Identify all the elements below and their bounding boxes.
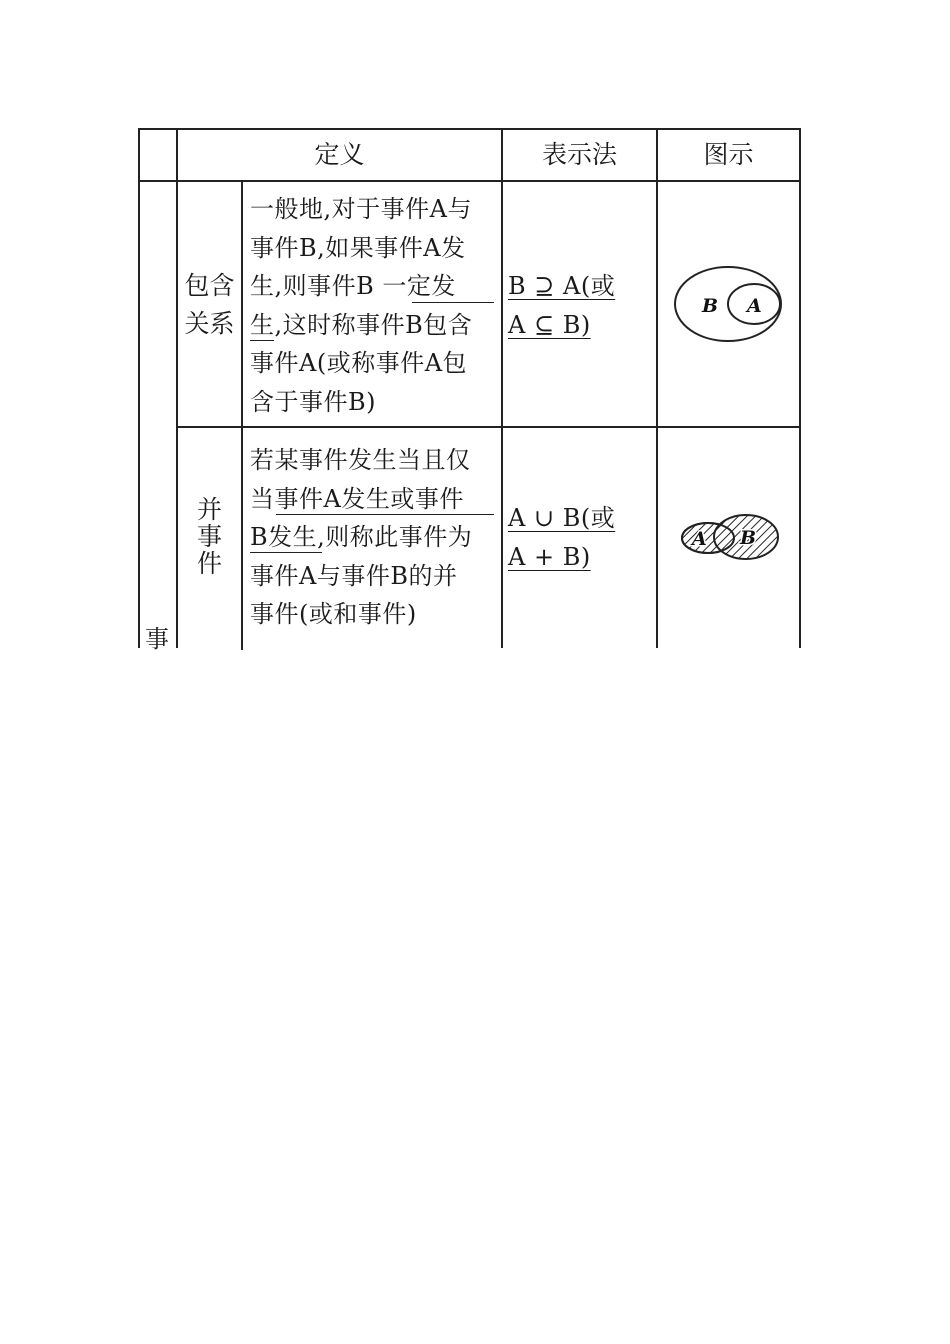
set-label-b: B	[702, 295, 719, 317]
definition-line: 含于事件B)	[250, 387, 376, 416]
inclusion-venn-diagram	[670, 262, 788, 346]
row-name-union	[178, 496, 241, 577]
definition-line: B发生,则称此事件为	[250, 523, 473, 551]
row-name-line: 件	[196, 549, 222, 578]
row-name-inclusion	[178, 267, 241, 343]
notation-line: A ⊆ B)	[508, 310, 591, 339]
emphasis-underline	[412, 302, 494, 303]
events-relationship-table	[0, 0, 950, 653]
notation-line: B ⊇ A(或	[508, 272, 616, 300]
row-name-line: 关系	[184, 309, 235, 338]
name-column-border	[241, 180, 243, 650]
definition-line: 若某事件发生当且仅	[250, 446, 471, 474]
definition-line: 生,则事件B 一定发	[250, 272, 456, 300]
emphasis-underline	[250, 340, 274, 341]
definition-line: 事件B,如果事件A发	[250, 233, 466, 262]
row-name-line: 并	[196, 495, 222, 524]
row-name-line: 事	[196, 522, 222, 551]
definition-line: 一般地,对于事件A与	[250, 195, 472, 223]
emphasis-underline	[276, 514, 494, 515]
set-label-b: B	[740, 527, 757, 549]
union-venn-diagram	[676, 510, 784, 566]
definition-line: 事件A与事件B的并	[250, 561, 458, 590]
header-definition: 定义	[314, 140, 365, 169]
table-right-border	[799, 128, 801, 648]
definition-line: 事件(或和事件)	[250, 600, 417, 628]
notation-line: A ∪ B(或	[508, 504, 616, 532]
header-notation: 表示法	[541, 140, 617, 169]
set-label-a: A	[692, 528, 707, 550]
set-label-a: A	[747, 295, 762, 317]
definition-line: 当事件A发生或事件	[250, 484, 464, 513]
category-label-partial: 事	[145, 625, 170, 653]
definition-union	[250, 441, 472, 634]
definition-column-border	[501, 128, 503, 648]
definition-line: 事件A(或称事件A包	[250, 349, 468, 377]
notation-union	[508, 499, 615, 576]
table-left-border	[138, 128, 140, 648]
header-diagram: 图示	[703, 140, 754, 169]
row-divider	[177, 426, 801, 428]
notation-line: A + B)	[508, 542, 591, 571]
header-bottom-border	[138, 180, 801, 182]
notation-inclusion	[508, 267, 615, 344]
definition-inclusion	[250, 190, 472, 421]
definition-line: 生,这时称事件B包含	[250, 310, 473, 339]
row-name-line: 包含	[184, 271, 235, 300]
notation-column-border	[656, 128, 658, 648]
emphasis-underline	[250, 552, 322, 553]
